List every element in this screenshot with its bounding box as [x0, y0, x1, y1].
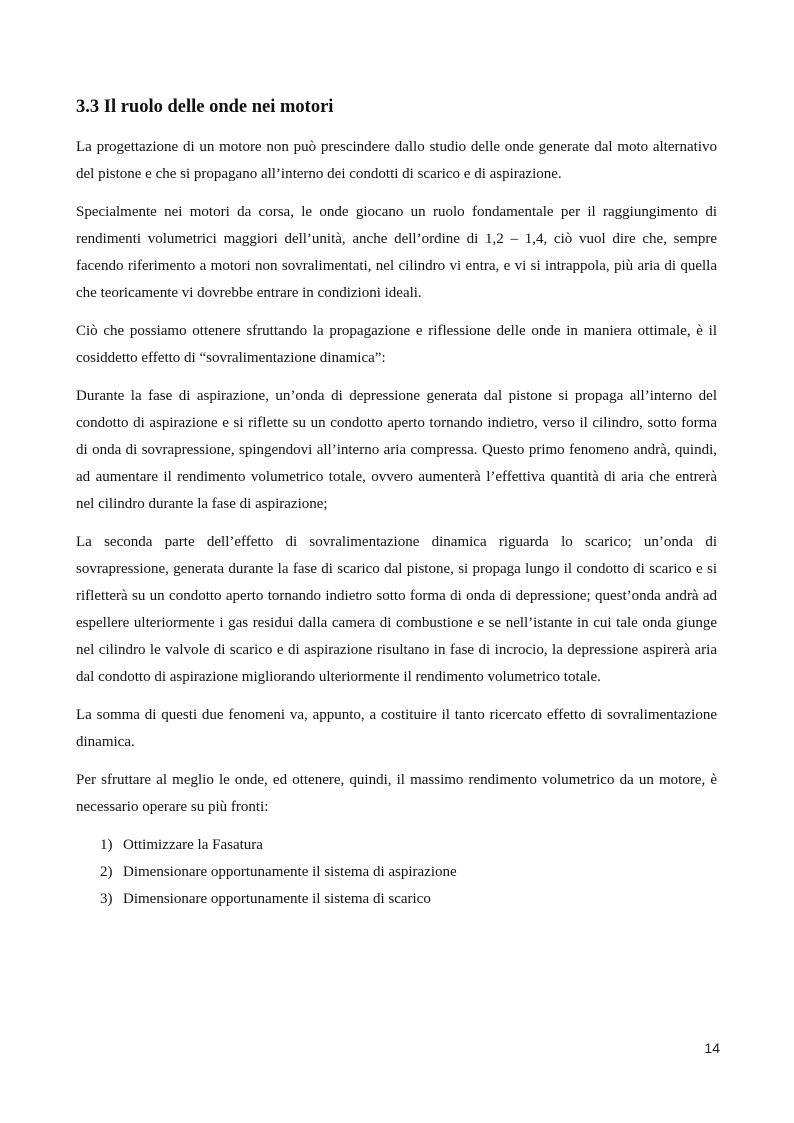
- paragraph: Specialmente nei motori da corsa, le onde giocano un ruolo fondamentale per il raggiungimento di rendimenti volumetrici maggiori dell’unità, anche dell’ordine di 1,2 – 1,4, ciò vuol dire che, sempre facendo riferimento a motori non sovralimentati, nel cilindro vi entra, e vi si intrappola, più aria di quella che teoricamente vi dovrebbe entrare in condizioni ideali.: [76, 204, 717, 301]
- paragraph: La seconda parte dell’effetto di sovralimentazione dinamica riguarda lo scarico; un’onda di sovrapressione, generata durante la fase di scarico dal pistone, si propaga lungo il condotto di scarico e si rifletterà su un condotto aperto tornando indietro sotto forma di onda di depressione; quest’onda andrà ad espellere ulteriormente i gas residui dalla camera di combustione e se nell’istante in cui tale onda giunge nel cilindro le valvole di scarico e di aspirazione risultano in fase di incrocio, la depressione aspirerà aria dal condotto di aspirazione migliorando ulteriormente il rendimento volumetrico totale.: [76, 534, 717, 685]
- numbered-list: [76, 832, 717, 913]
- list-item-text: Dimensionare opportunamente il sistema di aspirazione: [123, 864, 457, 880]
- list-item-number: 2): [100, 864, 113, 880]
- list-item-number: 3): [100, 891, 113, 907]
- list-item: [100, 859, 717, 886]
- document-page: [76, 96, 717, 913]
- list-item-text: Dimensionare opportunamente il sistema di scarico: [123, 891, 431, 907]
- list-item: [100, 886, 717, 913]
- paragraph: La somma di questi due fenomeni va, appunto, a costituire il tanto ricercato effetto di sovralimentazione dinamica.: [76, 707, 717, 750]
- section-title: 3.3 Il ruolo delle onde nei motori: [76, 97, 334, 117]
- paragraph: Per sfruttare al meglio le onde, ed ottenere, quindi, il massimo rendimento volumetrico da un motore, è necessario operare su più fronti:: [76, 772, 717, 815]
- list-item: [100, 832, 717, 859]
- page-number: 14: [704, 1040, 720, 1056]
- list-item-text: Ottimizzare la Fasatura: [123, 837, 263, 853]
- list-item-number: 1): [100, 837, 113, 853]
- paragraph: La progettazione di un motore non può prescindere dallo studio delle onde generate dal moto alternativo del pistone e che si propagano all’interno dei condotti di scarico e di aspirazione.: [76, 139, 717, 182]
- paragraph: Durante la fase di aspirazione, un’onda di depressione generata dal pistone si propaga all’interno del condotto di aspirazione e si riflette su un condotto aperto tornando indietro, verso il cilindro, sotto forma di onda di sovrapressione, spingendovi all’interno aria compressa. Questo primo fenomeno andrà, quindi, ad aumentare il rendimento volumetrico totale, ovvero aumenterà l’effettiva quantità di aria che entrerà nel cilindro durante la fase di aspirazione;: [76, 388, 717, 512]
- paragraph: Ciò che possiamo ottenere sfruttando la propagazione e riflessione delle onde in maniera ottimale, è il cosiddetto effetto di “sovralimentazione dinamica”:: [76, 323, 717, 366]
